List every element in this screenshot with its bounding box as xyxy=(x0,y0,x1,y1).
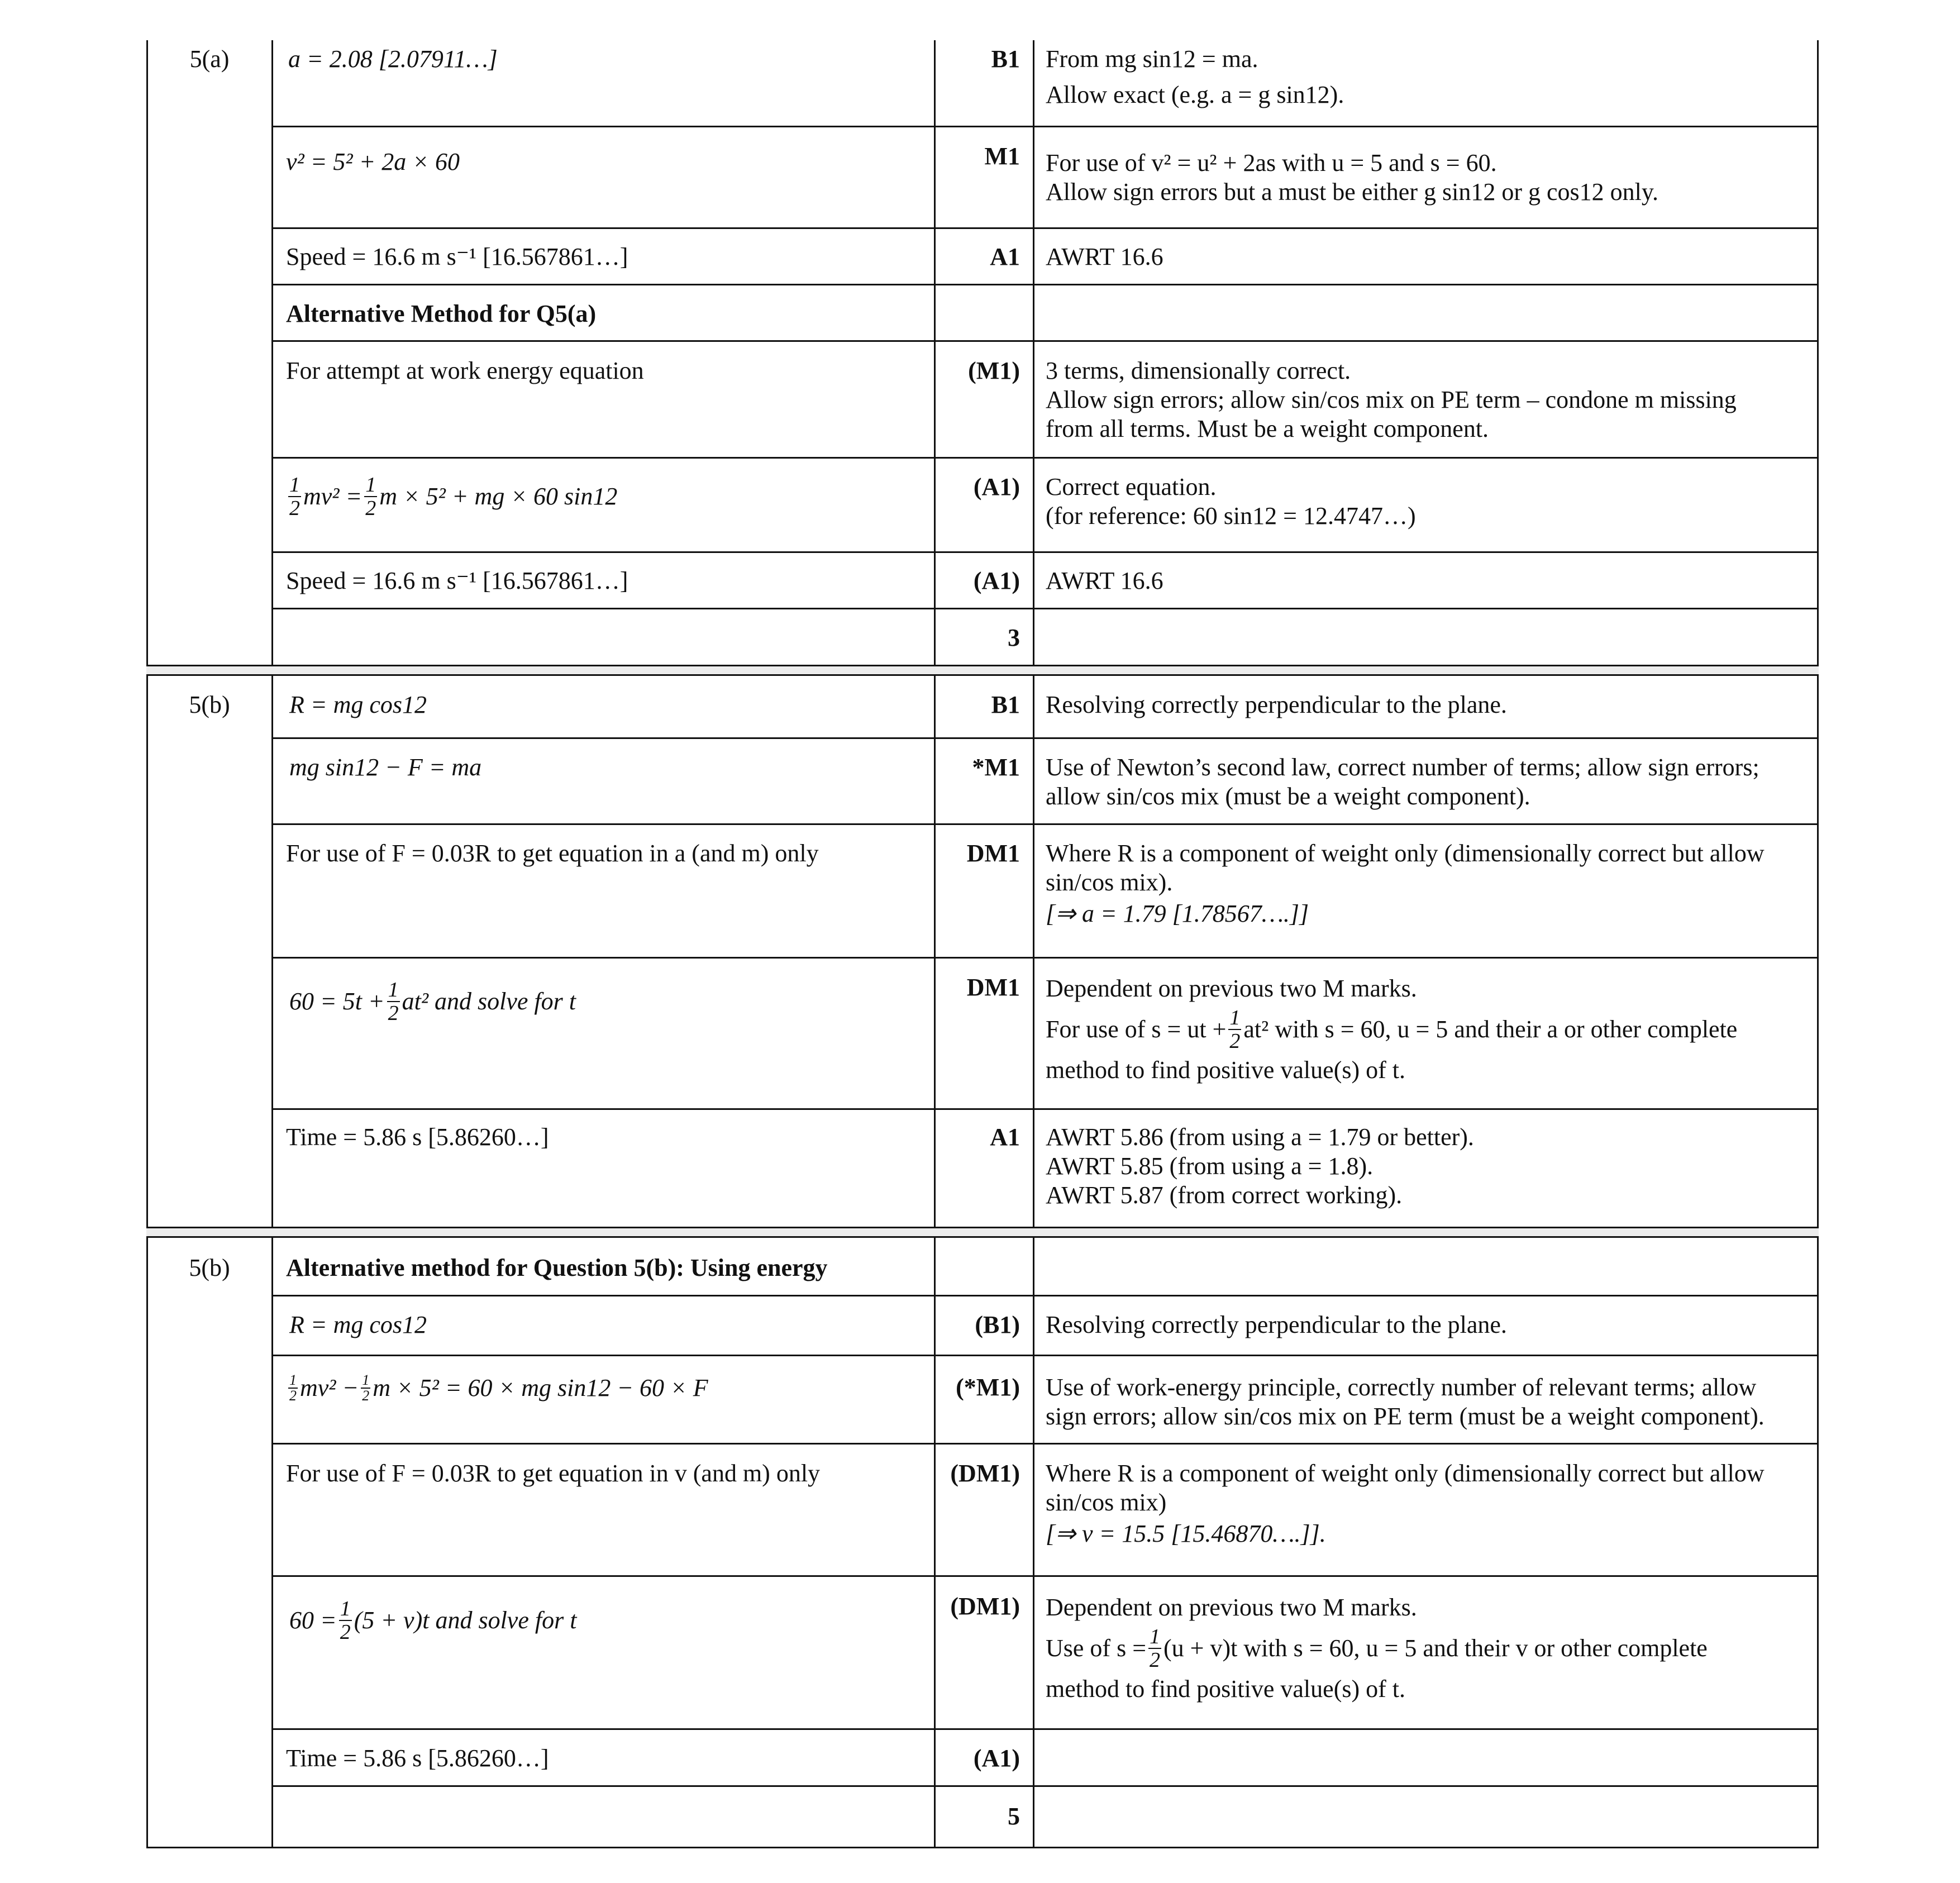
guidance-line: AWRT 5.87 (from correct working). xyxy=(1046,1181,1403,1209)
guidance-line: Dependent on previous two M marks. xyxy=(1046,975,1417,1002)
fraction xyxy=(288,1373,298,1403)
answer-cell xyxy=(289,1598,926,1643)
answer-cell: v² = 5² + 2a × 60 xyxy=(286,148,460,175)
answer-cell: Time = 5.86 s [5.86260…] xyxy=(286,1123,549,1151)
guidance-line xyxy=(1046,1007,1811,1052)
fraction xyxy=(288,474,301,519)
mark-cell: (A1) xyxy=(973,473,1020,500)
equation-part: (5 + v)t and solve for t xyxy=(354,1606,577,1634)
total-marks: 5 xyxy=(1008,1803,1020,1830)
guidance-cell xyxy=(1046,149,1811,207)
fraction-denominator: 2 xyxy=(1229,1029,1241,1053)
guidance-line: Use of work-energy principle, correctly number of relevant terms; allow xyxy=(1046,1374,1757,1401)
guidance-cell: Resolving correctly perpendicular to the plane. xyxy=(1046,691,1507,718)
answer-cell xyxy=(289,979,926,1024)
guidance-cell: Resolving correctly perpendicular to the plane. xyxy=(1046,1311,1507,1338)
guidance-line: method to find positive value(s) of t. xyxy=(1046,1056,1405,1084)
guidance-cell xyxy=(1046,473,1811,531)
guidance-line xyxy=(1046,1625,1811,1671)
answer-cell: Speed = 16.6 m s⁻¹ [16.567861…] xyxy=(286,567,628,594)
guidance-cell xyxy=(1046,974,1811,1085)
fraction-numerator: 1 xyxy=(388,978,399,1002)
answer-cell xyxy=(286,1373,923,1403)
guidance-line: From mg sin12 = ma. xyxy=(1046,45,1258,73)
fraction-numerator: 1 xyxy=(365,473,376,497)
answer-cell: R = mg cos12 xyxy=(289,691,427,718)
equation-part: mv² = xyxy=(303,483,363,510)
guidance-line: 3 terms, dimensionally correct. xyxy=(1046,357,1351,384)
guidance-cell xyxy=(1046,753,1811,811)
guidance-line: method to find positive value(s) of t. xyxy=(1046,1675,1405,1703)
fraction xyxy=(339,1598,352,1643)
fraction-numerator: 1 xyxy=(1229,1006,1241,1029)
fraction-numerator: 1 xyxy=(289,473,300,497)
guidance-cell xyxy=(1046,839,1811,928)
answer-cell: Time = 5.86 s [5.86260…] xyxy=(286,1744,549,1772)
guidance-line: allow sin/cos mix (must be a weight component). xyxy=(1046,783,1530,810)
guidance-line: from all terms. Must be a weight component. xyxy=(1046,415,1489,442)
guidance-cell: AWRT 16.6 xyxy=(1046,243,1163,270)
answer-cell: For use of F = 0.03R to get equation in v (and m) only xyxy=(286,1460,821,1487)
mark-cell: (M1) xyxy=(968,357,1020,384)
guidance-line: Allow sign errors; allow sin/cos mix on PE term – condone m missing xyxy=(1046,386,1737,413)
equation-part: 60 = 5t + xyxy=(289,988,385,1015)
fraction-denominator: 2 xyxy=(388,1002,399,1025)
mark-cell: (DM1) xyxy=(950,1460,1020,1487)
alt-method-heading: Alternative Method for Q5(a) xyxy=(286,300,597,327)
question-label-5a: 5(a) xyxy=(189,45,230,73)
answer-cell: For use of F = 0.03R to get equation in a (and m) only xyxy=(286,840,819,867)
guidance-line: Dependent on previous two M marks. xyxy=(1046,1594,1417,1621)
fraction-numerator: 1 xyxy=(289,1372,297,1388)
guidance-part: For use of s = ut + xyxy=(1046,1016,1227,1043)
answer-cell: R = mg cos12 xyxy=(289,1311,427,1338)
guidance-line: Allow exact (e.g. a = g sin12). xyxy=(1046,81,1344,108)
fraction-denominator: 2 xyxy=(289,497,300,520)
guidance-line: AWRT 5.85 (from using a = 1.8). xyxy=(1046,1152,1374,1180)
fraction-denominator: 2 xyxy=(289,1388,297,1404)
mark-cell: (A1) xyxy=(973,567,1020,594)
fraction-denominator: 2 xyxy=(362,1388,370,1404)
guidance-line: sign errors; allow sin/cos mix on PE term (must be a weight component). xyxy=(1046,1403,1765,1430)
guidance-part: at² with s = 60, u = 5 and their a or other complete xyxy=(1243,1016,1738,1043)
equation-part: m × 5² + mg × 60 sin12 xyxy=(379,483,618,510)
guidance-line: sin/cos mix). xyxy=(1046,869,1173,896)
answer-cell: Speed = 16.6 m s⁻¹ [16.567861…] xyxy=(286,243,628,270)
guidance-cell xyxy=(1046,1123,1811,1210)
mark-cell: (*M1) xyxy=(956,1374,1020,1401)
guidance-line: sin/cos mix) xyxy=(1046,1489,1167,1516)
mark-cell: (A1) xyxy=(973,1744,1020,1772)
question-label-5b-alt: 5(b) xyxy=(189,1254,230,1281)
guidance-cell xyxy=(1046,356,1811,444)
fraction xyxy=(361,1373,370,1403)
fraction xyxy=(1148,1625,1161,1671)
guidance-line: (for reference: 60 sin12 = 12.4747…) xyxy=(1046,502,1416,530)
answer-cell xyxy=(286,474,923,519)
guidance-cell xyxy=(1046,45,1811,109)
guidance-cell xyxy=(1046,1593,1811,1704)
mark-cell: (B1) xyxy=(975,1311,1020,1338)
answer-cell: mg sin12 − F = ma xyxy=(289,754,482,781)
guidance-line: Use of Newton’s second law, correct number of terms; allow sign errors; xyxy=(1046,754,1759,781)
equation-part: at² and solve for t xyxy=(402,988,576,1015)
mark-cell: *M1 xyxy=(972,754,1020,781)
answer-cell: a = 2.08 [2.07911…] xyxy=(288,45,498,73)
total-marks: 3 xyxy=(1008,624,1020,651)
fraction xyxy=(364,474,377,519)
answer-cell: For attempt at work energy equation xyxy=(286,357,644,384)
guidance-line: For use of v² = u² + 2as with u = 5 and s = 60. xyxy=(1046,149,1497,177)
guidance-cell: AWRT 16.6 xyxy=(1046,567,1163,594)
equation-part: mv² − xyxy=(300,1374,359,1401)
alt-method-heading: Alternative method for Question 5(b): Using energy xyxy=(286,1254,828,1281)
question-label-5b: 5(b) xyxy=(189,691,230,718)
mark-cell: DM1 xyxy=(966,974,1020,1001)
mark-cell: M1 xyxy=(984,142,1020,170)
guidance-cell xyxy=(1046,1373,1811,1431)
mark-cell: A1 xyxy=(990,1123,1020,1151)
guidance-line: Correct equation. xyxy=(1046,473,1217,500)
guidance-line: AWRT 5.86 (from using a = 1.79 or better). xyxy=(1046,1123,1474,1151)
fraction-denominator: 2 xyxy=(365,497,376,520)
equation-part: 60 = xyxy=(289,1606,337,1634)
fraction-numerator: 1 xyxy=(340,1597,351,1620)
fraction-denominator: 2 xyxy=(1150,1648,1161,1672)
guidance-line: Allow sign errors but a must be either g sin12 or g cos12 only. xyxy=(1046,178,1658,206)
mark-cell: B1 xyxy=(991,45,1020,73)
mark-cell: B1 xyxy=(991,691,1020,718)
fraction-numerator: 1 xyxy=(1150,1625,1161,1648)
guidance-cell xyxy=(1046,1459,1811,1548)
fraction-numerator: 1 xyxy=(362,1372,370,1388)
guidance-line: [⇒ a = 1.79 [1.78567….]] xyxy=(1046,900,1309,927)
fraction xyxy=(387,979,400,1024)
mark-cell: A1 xyxy=(990,243,1020,270)
fraction xyxy=(1228,1007,1241,1052)
guidance-part: (u + v)t with s = 60, u = 5 and their v or other complete xyxy=(1163,1634,1708,1662)
guidance-line: Where R is a component of weight only (dimensionally correct but allow xyxy=(1046,840,1765,867)
mark-cell: DM1 xyxy=(966,840,1020,867)
guidance-line: Where R is a component of weight only (dimensionally correct but allow xyxy=(1046,1460,1765,1487)
fraction-denominator: 2 xyxy=(340,1620,351,1644)
mark-cell: (DM1) xyxy=(950,1593,1020,1620)
guidance-part: Use of s = xyxy=(1046,1634,1147,1662)
guidance-line: [⇒ v = 15.5 [15.46870….]]. xyxy=(1046,1520,1326,1547)
equation-part: m × 5² = 60 × mg sin12 − 60 × F xyxy=(373,1374,708,1401)
